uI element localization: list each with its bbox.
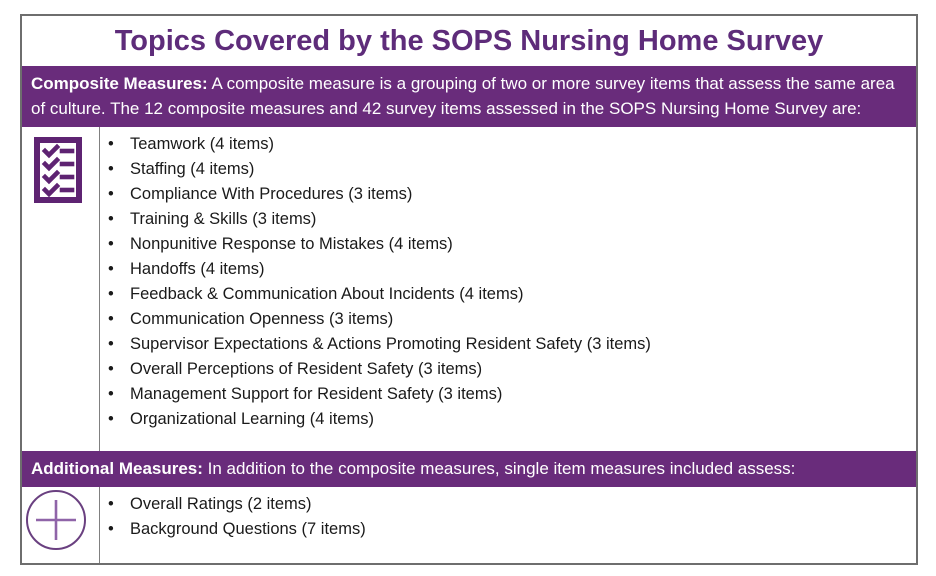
list-item: • Teamwork (4 items) xyxy=(100,132,916,157)
additional-measures-list-cell xyxy=(100,487,916,563)
topics-table xyxy=(20,14,918,565)
list-item: • Handoffs (4 items) xyxy=(100,257,916,282)
composite-measures-description: A composite measure is a grouping of two or more survey items that assess the same area of culture. The 12 composite measures and 42 survey items assessed in the SOPS Nursing Home Survey are: xyxy=(31,74,895,118)
composite-measures-banner xyxy=(22,66,916,127)
composite-measures-list xyxy=(100,127,916,432)
additional-measures-banner xyxy=(22,451,916,487)
list-item: • Compliance With Procedures (3 items) xyxy=(100,182,916,207)
list-item: • Feedback & Communication About Incidents (4 items) xyxy=(100,282,916,307)
list-item: • Training & Skills (3 items) xyxy=(100,207,916,232)
checklist-icon xyxy=(34,137,82,203)
list-item: • Management Support for Resident Safety (3 items) xyxy=(100,382,916,407)
list-item: • Background Questions (7 items) xyxy=(100,517,916,542)
composite-measures-row xyxy=(22,127,916,451)
list-item: • Communication Openness (3 items) xyxy=(100,307,916,332)
composite-measures-label: Composite Measures: xyxy=(31,74,208,93)
title-row xyxy=(22,16,916,66)
list-item: • Overall Ratings (2 items) xyxy=(100,492,916,517)
plus-circle-icon xyxy=(25,489,87,551)
list-item: • Nonpunitive Response to Mistakes (4 items) xyxy=(100,232,916,257)
additional-measures-list xyxy=(100,487,916,542)
additional-measures-row xyxy=(22,487,916,563)
list-item: • Staffing (4 items) xyxy=(100,157,916,182)
composite-measures-list-cell xyxy=(100,127,916,451)
list-item: • Overall Perceptions of Resident Safety (3 items) xyxy=(100,357,916,382)
additional-measures-label: Additional Measures: xyxy=(31,459,203,478)
composite-icon-cell xyxy=(22,127,100,451)
additional-icon-cell xyxy=(22,487,100,563)
additional-measures-description: In addition to the composite measures, single item measures included assess: xyxy=(207,459,796,478)
page-title: Topics Covered by the SOPS Nursing Home Survey xyxy=(114,24,824,57)
list-item: • Supervisor Expectations & Actions Promoting Resident Safety (3 items) xyxy=(100,332,916,357)
list-item: • Organizational Learning (4 items) xyxy=(100,407,916,432)
